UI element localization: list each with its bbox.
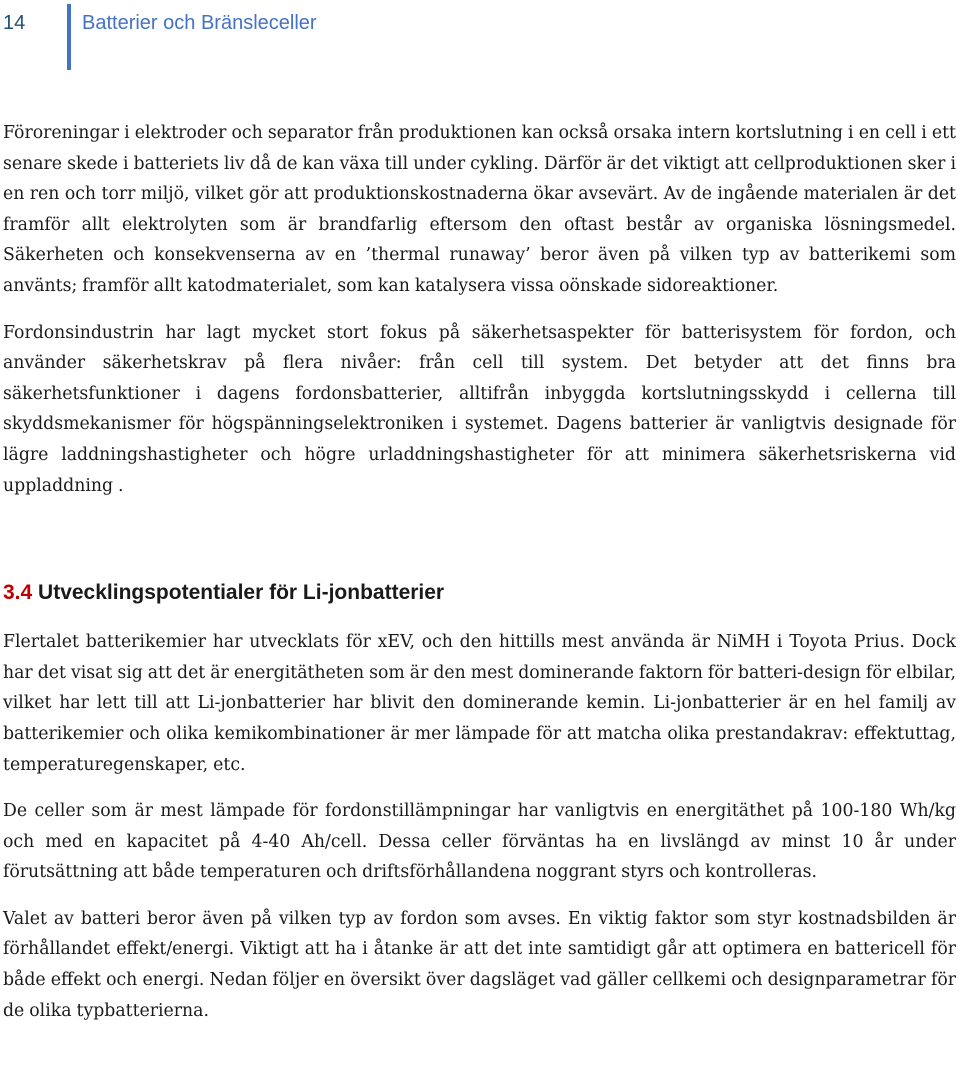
paragraph-vehicle-safety: Fordonsindustrin har lagt mycket stort fokus på säkerhetsaspekter för batterisystem för fordon, och använder säkerhetskrav på flera nivåer: från cell till system. Det betyder att det finns bra säkerhetsfunktioner i dagens fordonsbatterier, alltifrån inbyggda kortslutningsskydd i cellerna till skyddsmekanismer för högspänningselektroniken i systemet. Dagens batterier är vanligtvis designade för lägre laddningshastigheter och högre urladdningshastigheter för att minimera säkerhetsriskerna vid uppladdning . [3, 322, 956, 496]
page-number: 14 [3, 12, 26, 34]
paragraph-contamination: Föroreningar i elektroder och separator från produktionen kan också orsaka intern kortslutning i en cell i ett senare skede i batteriets liv då de kan växa till under cykling. Därför är det viktigt att cellproduktionen sker i en ren och torr miljö, vilket gör att produktionskostnaderna ökar avsevärt. Av de ingående materialen är det framför allt elektrolyten som är brandfarlig eftersom den oftast består av organiska lösningsmedel. Säkerheten och konsekvenserna av en ’thermal runaway’ beror även på vilken typ av batterikemi som använts; framför allt katodmaterialet, som kan katalysera vissa oönskade sidoreaktioner. [3, 123, 956, 296]
paragraph-battery-chemistries: Flertalet batterikemier har utvecklats för xEV, och den hittills mest använda är NiMH i Toyota Prius. Dock har det visat sig att det är energitätheten som är den mest dominerande faktorn för batteri-design för elbilar, vilket har lett till att Li-jonbatterier har blivit den dominerande kemin. Li-jonbatterier är en hel familj av batterikemier och olika kemikombinationer är mer lämpade för att matcha olika prestandakrav: effektuttag, temperaturegenskaper, etc. [3, 632, 956, 775]
section-title: Utvecklingspotentialer för Li-jonbatterier [32, 581, 445, 605]
paragraph-battery-choice: Valet av batteri beror även på vilken typ av fordon som avses. En viktig faktor som styr kostnadsbilden är förhållandet effekt/energi. Viktigt att ha i åtanke är att det inte samtidigt går att optimera en battericell för både effekt och energi. Nedan följer en översikt över dagsläget vad gäller cellkemi och designparametrar för de olika typbatterierna. [3, 908, 956, 1021]
paragraph-cell-specs: De celler som är mest lämpade för fordonstillämpningar har vanligtvis en energitäthet på 100-180 Wh/kg och med en kapacitet på 4-40 Ah/cell. Dessa celler förväntas ha en livslängd av minst 10 år under förutsättning att både temperaturen och driftsförhållandena noggrant styrs och kontrolleras. [3, 801, 956, 883]
chapter-title: Batterier och Bränsleceller [82, 12, 317, 34]
header-divider [67, 4, 71, 70]
document-body [3, 118, 956, 1026]
section-number: 3.4 [3, 581, 33, 605]
section-heading [3, 579, 956, 607]
page-header [0, 0, 960, 70]
